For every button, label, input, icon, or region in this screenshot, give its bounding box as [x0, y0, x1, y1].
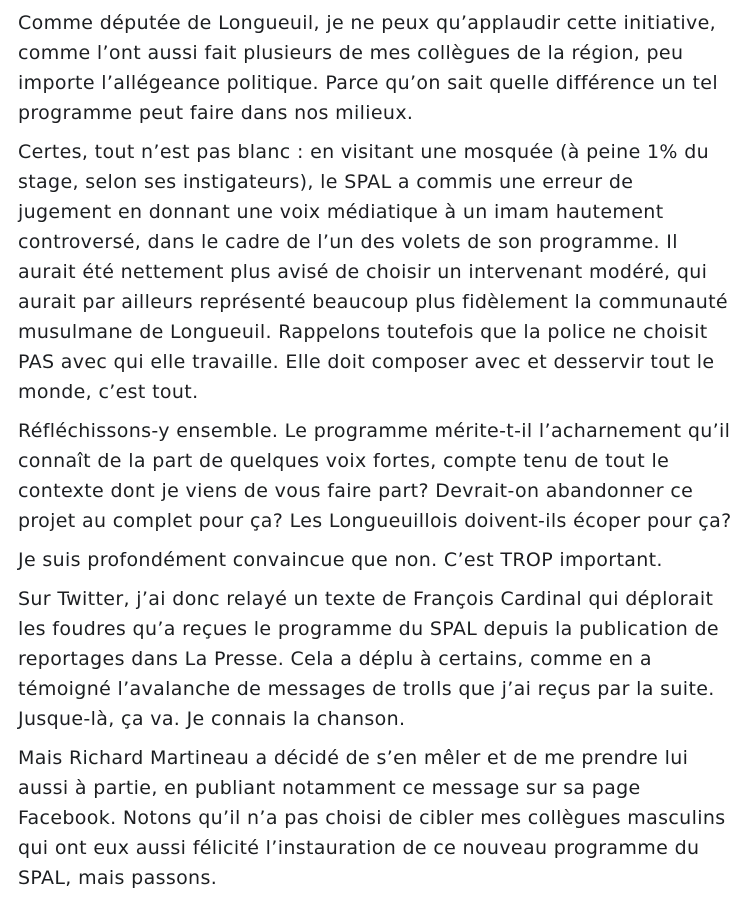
paragraph-6: Mais Richard Martineau a décidé de s’en mêler et de me prendre lui aussi à partie, en publiant notamment ce message sur sa page Facebook. Notons qu’il n’a pas choisi de cibler mes collègues masculins qui ont eux aussi félicité l’instauration de ce nouveau programme du SPAL, mais passons. [18, 747, 726, 889]
post-body [18, 8, 733, 902]
paragraph-5: Sur Twitter, j’ai donc relayé un texte de François Cardinal qui déplorait les foudres qu’a reçues le programme du SPAL depuis la publication de reportages dans La Presse. Cela a déplu à certains, comme en a témoigné l’avalanche de messages de trolls que j’ai reçus par la suite. Jusque-là, ça va. Je connais la chanson. [18, 588, 719, 730]
paragraph-3: Réfléchissons-y ensemble. Le programme mérite-t-il l’acharnement qu’il connaît de la part de quelques voix fortes, compte tenu de tout le contexte dont je viens de vous faire part? Devrait-on abandonner ce projet au complet pour ça? Les Longueuillois doivent-ils écoper pour ça? [18, 420, 732, 532]
paragraph-1: Comme députée de Longueuil, je ne peux qu’applaudir cette initiative, comme l’ont aussi fait plusieurs de mes collègues de la région, peu importe l’allégeance politique. Parce qu’on sait quelle différence un tel programme peut faire dans nos milieux. [18, 12, 718, 124]
paragraph-4: Je suis profondément convaincue que non. C’est TROP important. [18, 549, 663, 571]
paragraph-2: Certes, tout n’est pas blanc : en visitant une mosquée (à peine 1% du stage, selon ses instigateurs), le SPAL a commis une erreur de jugement en donnant une voix médiatique à un imam hautement controversé, dans le cadre de l’un des volets de son programme. Il aurait été nettement plus avisé de choisir un intervenant modéré, qui aurait par ailleurs représenté beaucoup plus fidèlement la communauté musulmane de Longueuil. Rappelons toutefois que la police ne choisit PAS avec qui elle travaille. Elle doit composer avec et desservir tout le monde, c’est tout. [18, 141, 728, 403]
